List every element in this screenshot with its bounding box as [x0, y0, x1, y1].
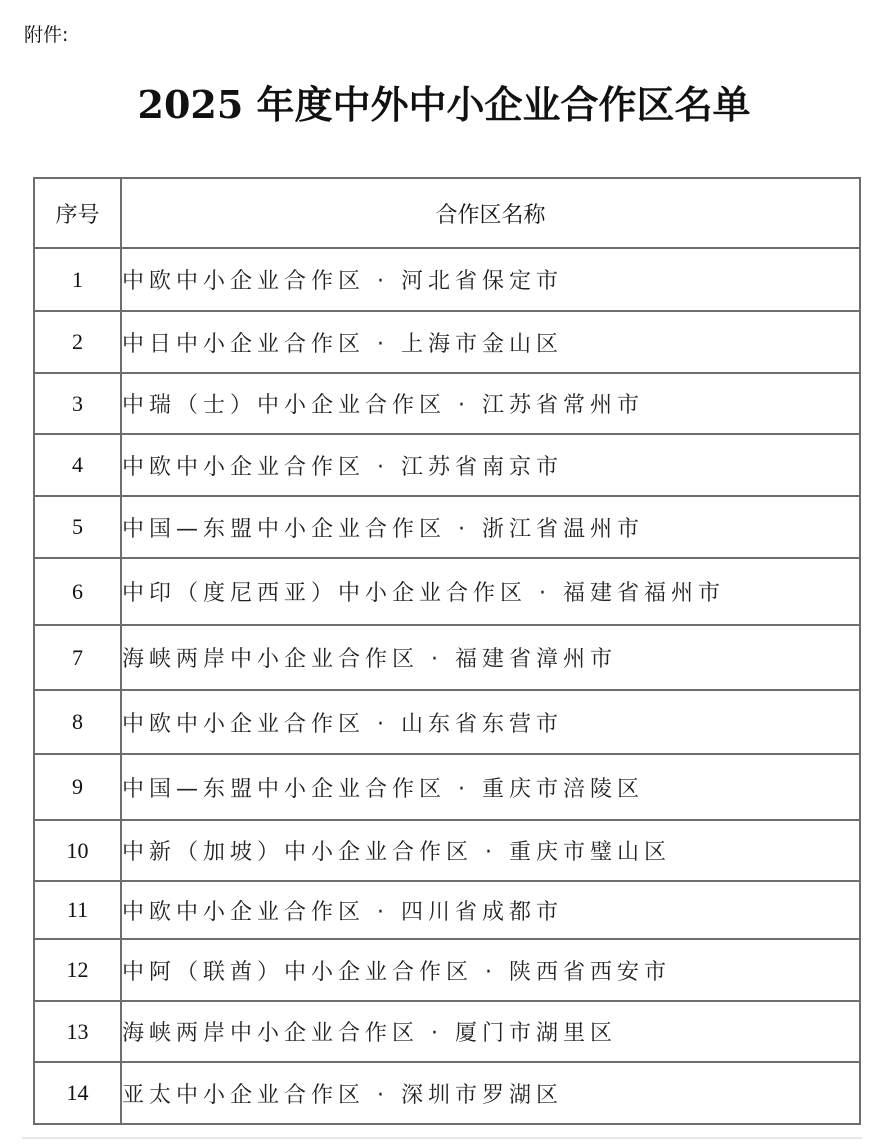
table-row — [34, 939, 860, 1001]
document-title: 2025 年度中外中小企业合作区名单 — [137, 82, 751, 127]
table-row — [34, 881, 860, 939]
table-row — [34, 625, 860, 690]
row-zone-name: 中印（度尼西亚）中小企业合作区 · 福建省福州市 — [121, 558, 860, 625]
row-zone-name: 海峡两岸中小企业合作区 · 厦门市湖里区 — [121, 1001, 860, 1062]
table-row — [34, 496, 860, 558]
zone-list-table — [33, 177, 861, 1125]
table-row — [34, 690, 860, 754]
row-serial-number: 11 — [34, 881, 121, 939]
row-serial-number: 12 — [34, 939, 121, 1001]
row-zone-name: 中欧中小企业合作区 · 四川省成都市 — [121, 881, 860, 939]
row-serial-number: 13 — [34, 1001, 121, 1062]
row-serial-number: 14 — [34, 1062, 121, 1124]
table-row — [34, 434, 860, 496]
row-serial-number: 10 — [34, 820, 121, 881]
table-row — [34, 311, 860, 373]
table-row — [34, 1001, 860, 1062]
table-row — [34, 1062, 860, 1124]
table-header-row — [34, 178, 860, 248]
row-serial-number: 9 — [34, 754, 121, 820]
row-zone-name: 中瑞（士）中小企业合作区 · 江苏省常州市 — [121, 373, 860, 434]
table-row — [34, 248, 860, 311]
table-row — [34, 558, 860, 625]
row-zone-name: 中欧中小企业合作区 · 山东省东营市 — [121, 690, 860, 754]
table-row — [34, 373, 860, 434]
row-serial-number: 8 — [34, 690, 121, 754]
row-zone-name: 中新（加坡）中小企业合作区 · 重庆市璧山区 — [121, 820, 860, 881]
row-zone-name: 亚太中小企业合作区 · 深圳市罗湖区 — [121, 1062, 860, 1124]
row-serial-number: 3 — [34, 373, 121, 434]
row-serial-number: 7 — [34, 625, 121, 690]
row-zone-name: 中国—东盟中小企业合作区 · 浙江省温州市 — [121, 496, 860, 558]
header-zone-name: 合作区名称 — [121, 178, 860, 248]
row-serial-number: 5 — [34, 496, 121, 558]
row-serial-number: 2 — [34, 311, 121, 373]
attachment-label: 附件: — [24, 24, 69, 46]
bottom-divider — [22, 1137, 862, 1139]
row-zone-name: 中阿（联酋）中小企业合作区 · 陕西省西安市 — [121, 939, 860, 1001]
row-zone-name: 中日中小企业合作区 · 上海市金山区 — [121, 311, 860, 373]
row-serial-number: 1 — [34, 248, 121, 311]
row-zone-name: 中欧中小企业合作区 · 河北省保定市 — [121, 248, 860, 311]
row-zone-name: 中国—东盟中小企业合作区 · 重庆市涪陵区 — [121, 754, 860, 820]
table-row — [34, 754, 860, 820]
row-zone-name: 海峡两岸中小企业合作区 · 福建省漳州市 — [121, 625, 860, 690]
header-serial-number: 序号 — [34, 178, 121, 248]
row-serial-number: 6 — [34, 558, 121, 625]
row-serial-number: 4 — [34, 434, 121, 496]
row-zone-name: 中欧中小企业合作区 · 江苏省南京市 — [121, 434, 860, 496]
table-row — [34, 820, 860, 881]
